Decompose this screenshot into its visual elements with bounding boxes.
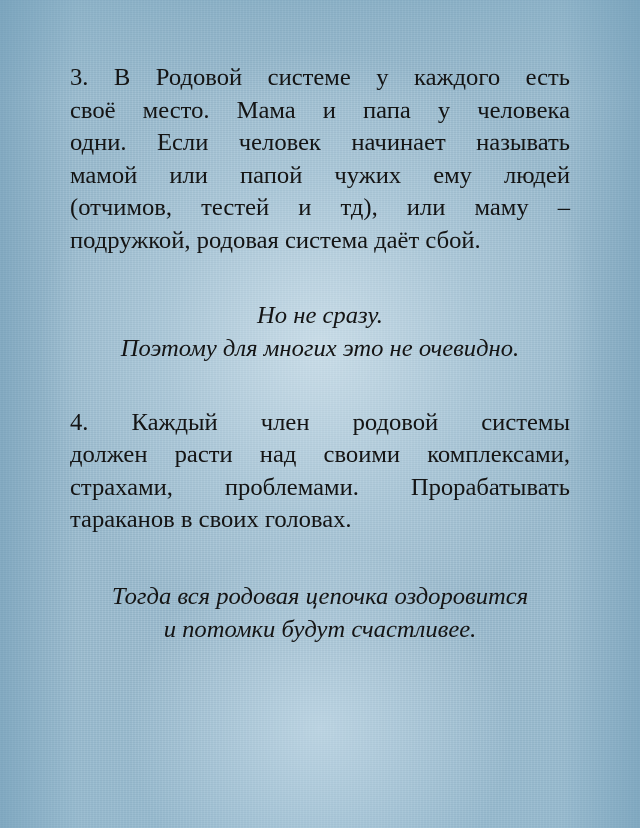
italic-note-1 (70, 299, 570, 365)
text-line: своё место. Мама и папа у человека (70, 96, 570, 124)
paragraph-point-3 (70, 62, 570, 258)
text-line: одни. Если человек начинает называть (70, 129, 570, 157)
text-line: должен расти над своими комплексами, (70, 441, 570, 469)
text-line: страхами, проблемами. Прорабатывать (70, 473, 570, 501)
text-line: тараканов в своих головах. (70, 506, 352, 534)
italic-note-2 (70, 580, 570, 646)
text-line: Поэтому для многих это не очевидно. (120, 334, 520, 362)
paragraph-point-4 (70, 407, 570, 537)
text-line: (отчимов, тестей и тд), или маму – (70, 194, 570, 222)
text-line: Тогда вся родовая цепочка оздоровится (111, 582, 529, 610)
text-line: мамой или папой чужих ему людей (70, 161, 570, 189)
text-line: Но не сразу. (257, 301, 383, 329)
text-line: и потомки будут счастливее. (163, 615, 477, 643)
text-line: 4. Каждый член родовой системы (70, 408, 570, 436)
text-line: 3. В Родовой системе у каждого есть (70, 64, 570, 91)
document-page (70, 62, 570, 646)
text-line: подружкой, родовая система даёт сбой. (70, 226, 481, 254)
